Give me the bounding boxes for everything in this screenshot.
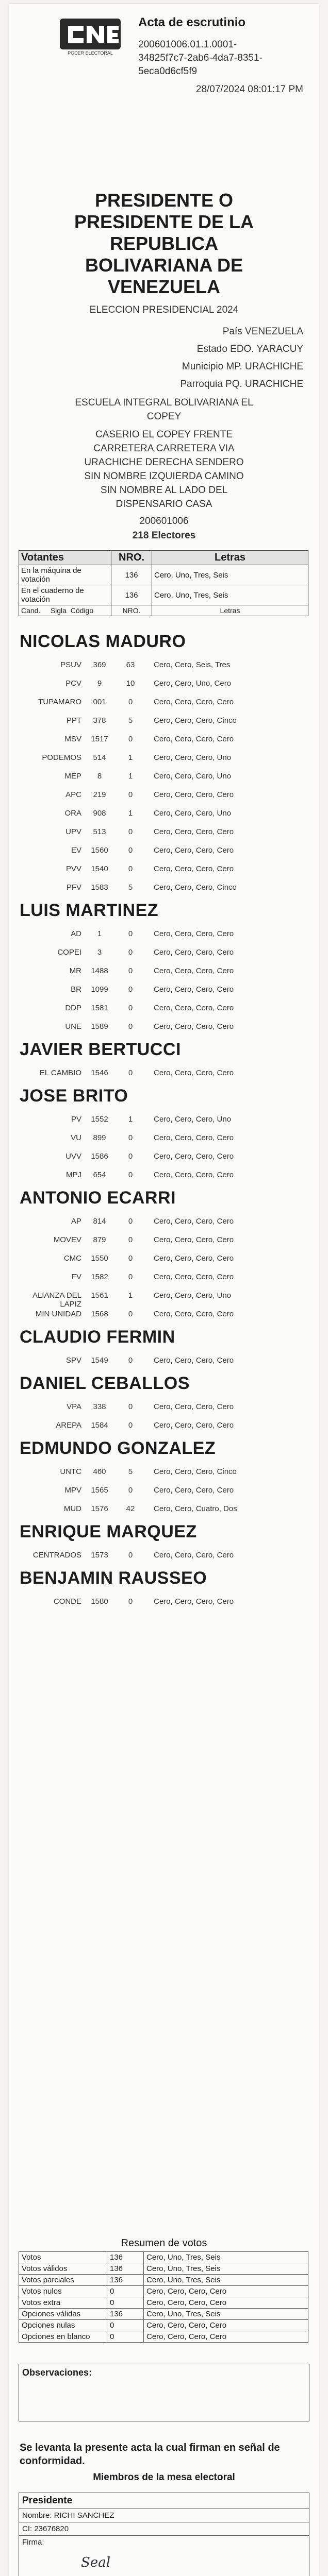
party-votes-letters: Cero, Cero, Cero, Uno — [154, 1115, 232, 1124]
sign-note: Se levanta la presente acta la cual firman en señal de conformidad. — [20, 2442, 280, 2467]
party-row — [20, 1231, 308, 1250]
member-role: Presidente — [19, 2493, 309, 2509]
party-votes-letters: Cero, Cero, Cero, Cero — [154, 846, 234, 855]
party-sigla: PODEMOS — [42, 753, 81, 762]
party-votes: 5 — [128, 716, 133, 725]
party-code: 879 — [93, 1235, 106, 1244]
party-sigla: CONDE — [53, 1597, 81, 1606]
party-code: 1586 — [91, 1152, 108, 1161]
party-votes-letters: Cero, Cero, Cero, Cero — [154, 929, 234, 938]
summary-label: Votos extra — [19, 2297, 107, 2309]
party-votes-letters: Cero, Cero, Cero, Cero — [154, 1254, 234, 1263]
party-votes-letters: Cero, Cero, Cero, Cero — [154, 1421, 234, 1430]
candidate-name: EDMUNDO GONZALEZ — [20, 1438, 216, 1458]
party-votes: 0 — [128, 1551, 133, 1560]
party-votes: 63 — [126, 660, 135, 669]
voters-table — [19, 550, 308, 616]
candidate-name: CLAUDIO FERMIN — [20, 1327, 175, 1347]
party-sigla: AD — [71, 929, 81, 938]
party-votes: 0 — [128, 1273, 133, 1281]
summary-nro: 136 — [107, 2252, 144, 2263]
election-name: ELECCION PRESIDENCIAL 2024 — [89, 304, 239, 315]
party-sigla: PPT — [66, 716, 81, 725]
party-votes-letters: Cero, Cero, Cero, Cero — [154, 1551, 234, 1560]
party-votes: 0 — [128, 865, 133, 873]
party-row — [20, 805, 308, 823]
party-votes: 0 — [128, 1069, 133, 1077]
party-votes: 0 — [128, 1486, 133, 1495]
summary-row — [19, 2252, 308, 2263]
center-name: ESCUELA INTEGRAL BOLIVARIANA EL COPEY — [75, 397, 253, 422]
party-votes: 0 — [128, 929, 133, 938]
table-row: En la máquina de votación 136 Cero, Uno, Tres, Seis — [19, 565, 308, 585]
party-sigla: MIN UNIDAD — [35, 1310, 81, 1318]
party-votes: 1 — [128, 753, 133, 762]
summary-letras: Cero, Cero, Cero, Cero — [144, 2297, 308, 2309]
party-votes-letters: Cero, Cero, Cero, Cero — [154, 1486, 234, 1495]
party-code: 8 — [97, 772, 102, 781]
party-row — [20, 731, 308, 749]
party-row — [20, 656, 308, 675]
state: Estado EDO. YARACUY — [196, 344, 303, 354]
party-votes-letters: Cero, Cero, Cero, Cero — [154, 1004, 234, 1012]
summary-nro: 0 — [107, 2286, 144, 2297]
party-votes: 0 — [128, 1235, 133, 1244]
party-row — [20, 1213, 308, 1231]
party-sigla: MOVEV — [53, 1235, 81, 1244]
party-sigla: MSV — [64, 735, 81, 743]
acta-receipt — [9, 4, 319, 2576]
party-row — [20, 879, 308, 897]
summary-letras: Cero, Uno, Tres, Seis — [144, 2252, 308, 2263]
party-row — [20, 962, 308, 981]
party-votes: 0 — [128, 948, 133, 957]
svg-text:PODER ELECTORAL: PODER ELECTORAL — [68, 50, 113, 56]
party-row — [20, 860, 308, 879]
parish: Parroquia PQ. URACHICHE — [180, 379, 303, 389]
summary-row — [19, 2297, 308, 2309]
party-votes-letters: Cero, Cero, Cero, Cero — [154, 1022, 234, 1031]
party-votes-letters: Cero, Cero, Cero, Cero — [154, 1069, 234, 1077]
party-code: 001 — [93, 698, 106, 706]
party-code: 1580 — [91, 1597, 108, 1606]
party-code: 1576 — [91, 1504, 108, 1513]
party-sigla: UVV — [65, 1152, 81, 1161]
party-code: 1582 — [91, 1273, 108, 1281]
party-sigla: AREPA — [56, 1421, 81, 1430]
party-votes: 0 — [128, 846, 133, 855]
party-row — [20, 1463, 308, 1482]
candidate-name: DANIEL CEBALLOS — [20, 1374, 190, 1393]
party-row — [20, 925, 308, 944]
party-code: 3 — [97, 948, 102, 957]
candidate-name: ENRIQUE MARQUEZ — [20, 1522, 197, 1541]
party-votes-letters: Cero, Cero, Cero, Uno — [154, 809, 232, 818]
party-code: 1550 — [91, 1254, 108, 1263]
party-sigla: COPEI — [57, 948, 81, 957]
party-sigla: CENTRADOS — [32, 1551, 81, 1560]
party-row — [20, 1250, 308, 1268]
party-votes: 5 — [128, 1467, 133, 1476]
summary-letras: Cero, Cero, Cero, Cero — [144, 2331, 308, 2343]
party-row — [20, 981, 308, 999]
candidate-name: JAVIER BERTUCCI — [20, 1040, 181, 1059]
party-votes-letters: Cero, Cero, Cero, Cero — [154, 1273, 234, 1281]
party-votes-letters: Cero, Cero, Uno, Cero — [154, 679, 232, 688]
summary-letras: Cero, Uno, Tres, Seis — [144, 2275, 308, 2286]
party-votes-letters: Cero, Cero, Cero, Cero — [154, 1235, 234, 1244]
table-row: En el cuaderno de votación 136 Cero, Uno, Tres, Seis — [19, 585, 308, 605]
party-row — [20, 999, 308, 1018]
party-votes: 0 — [128, 790, 133, 799]
candidate-name: LUIS MARTINEZ — [20, 901, 159, 920]
party-code: 1 — [97, 929, 102, 938]
summary-label: Votos nulos — [19, 2286, 107, 2297]
party-row — [20, 1482, 308, 1500]
candidate-name: BENJAMIN RAUSSEO — [20, 1568, 207, 1588]
party-row — [20, 1306, 308, 1324]
party-votes: 1 — [128, 772, 133, 781]
party-sigla: ALIANZA DEL LAPIZ — [32, 1291, 81, 1309]
party-votes-letters: Cero, Cero, Seis, Tres — [154, 660, 231, 669]
party-row — [20, 842, 308, 860]
party-votes: 42 — [126, 1504, 135, 1513]
party-sigla: VU — [71, 1133, 81, 1142]
party-code: 514 — [93, 753, 106, 762]
party-code: 1552 — [91, 1115, 108, 1124]
party-votes-letters: Cero, Cero, Cero, Cero — [154, 1597, 234, 1606]
summary-row — [19, 2275, 308, 2286]
municipality: Municipio MP. URACHICHE — [182, 361, 303, 372]
party-sigla: MEP — [64, 772, 81, 781]
party-votes: 10 — [126, 679, 135, 688]
party-row — [20, 1064, 308, 1083]
party-sigla: PVV — [65, 865, 81, 873]
party-row — [20, 1268, 308, 1287]
party-sigla: PV — [71, 1115, 81, 1124]
party-votes: 0 — [128, 1004, 133, 1012]
party-code: 1583 — [91, 883, 108, 892]
candidate-name: JOSE BRITO — [20, 1086, 128, 1106]
col-letras: Letras — [152, 551, 308, 565]
party-votes: 1 — [128, 1115, 133, 1124]
party-code: 460 — [93, 1467, 106, 1476]
party-row — [20, 1018, 308, 1037]
party-sigla: UPV — [65, 827, 81, 836]
party-code: 1573 — [91, 1551, 108, 1560]
member-name: Nombre: RICHI SANCHEZ — [19, 2509, 309, 2522]
party-sigla: APC — [65, 790, 81, 799]
party-row — [20, 1148, 308, 1166]
party-code: 1561 — [91, 1291, 108, 1300]
acta-timestamp: 28/07/2024 08:01:17 PM — [195, 84, 303, 95]
party-votes: 0 — [128, 1022, 133, 1031]
party-row — [20, 749, 308, 768]
party-votes: 1 — [128, 1291, 133, 1300]
party-votes-letters: Cero, Cero, Cero, Cero — [154, 1217, 234, 1226]
col-votantes: Votantes — [19, 551, 111, 565]
party-votes-letters: Cero, Cero, Cero, Cero — [154, 698, 234, 706]
party-votes-letters: Cero, Cero, Cero, Uno — [154, 772, 232, 781]
party-row — [20, 786, 308, 805]
party-votes: 0 — [128, 967, 133, 975]
summary-nro: 0 — [107, 2320, 144, 2331]
party-votes-letters: Cero, Cero, Cero, Uno — [154, 1291, 232, 1300]
party-row — [20, 1129, 308, 1148]
party-votes: 0 — [128, 1254, 133, 1263]
party-votes: 0 — [128, 1217, 133, 1226]
party-code: 1488 — [91, 967, 108, 975]
party-sigla: CMC — [63, 1254, 81, 1263]
party-row — [20, 1352, 308, 1370]
acta-hash-line: 200601006.01.1.0001- — [138, 39, 237, 50]
party-votes: 0 — [128, 827, 133, 836]
member-card — [19, 2493, 309, 2576]
party-votes: 0 — [128, 985, 133, 994]
summary-row — [19, 2331, 308, 2343]
party-code: 1568 — [91, 1310, 108, 1318]
party-code: 1589 — [91, 1022, 108, 1031]
election-title: PRESIDENTE O PRESIDENTE DE LA REPUBLICA BOLIVARIANA DE VENEZUELA — [74, 190, 254, 297]
party-votes: 0 — [128, 1421, 133, 1430]
party-votes: 0 — [128, 698, 133, 706]
party-sigla: MPV — [64, 1486, 81, 1495]
party-votes: 0 — [128, 735, 133, 743]
party-votes-letters: Cero, Cero, Cero, Cero — [154, 1310, 234, 1318]
cne-logo — [57, 15, 124, 57]
party-sigla: PCV — [65, 679, 81, 688]
party-votes: 0 — [128, 1152, 133, 1161]
party-code: 1546 — [91, 1069, 108, 1077]
summary-row — [19, 2320, 308, 2331]
summary-nro: 136 — [107, 2309, 144, 2320]
party-sigla: PFV — [66, 883, 81, 892]
party-sigla: SPV — [65, 1356, 81, 1365]
party-code: 1540 — [91, 865, 108, 873]
party-votes-letters: Cero, Cero, Cero, Cinco — [154, 883, 237, 892]
party-votes-letters: Cero, Cero, Cero, Cero — [154, 735, 234, 743]
party-votes-letters: Cero, Cero, Cero, Cero — [154, 1152, 234, 1161]
party-code: 1099 — [91, 985, 108, 994]
party-votes-letters: Cero, Cero, Cero, Cinco — [154, 716, 237, 725]
party-row — [20, 1417, 308, 1435]
party-sigla: BR — [71, 985, 81, 994]
party-votes-letters: Cero, Cero, Cero, Cero — [154, 948, 234, 957]
party-row — [20, 944, 308, 962]
summary-nro: 136 — [107, 2275, 144, 2286]
party-sigla: MR — [69, 967, 81, 975]
party-sigla: EL CAMBIO — [39, 1069, 81, 1077]
member-firma-label: Firma: — [22, 2538, 44, 2547]
party-votes: 0 — [128, 1597, 133, 1606]
center-address: CASERIO EL COPEY FRENTE CARRETERA CARRETERA VIA URACHICHE DERECHA SENDERO SIN NOMBRE IZQUIERDA CAMINO SIN NOMBRE AL LADO DEL DISPENSARIO CASA — [84, 429, 244, 510]
party-votes-letters: Cero, Cero, Cero, Cero — [154, 865, 234, 873]
party-code: 219 — [93, 790, 106, 799]
party-row — [20, 1166, 308, 1185]
summary-label: Votos — [19, 2252, 107, 2263]
acta-hash-line: 34825f7c7-2ab6-4da7-8351- — [138, 53, 263, 63]
party-votes: 0 — [128, 1402, 133, 1411]
summary-label: Votos parciales — [19, 2275, 107, 2286]
summary-letras: Cero, Cero, Cero, Cero — [144, 2286, 308, 2297]
party-sigla: EV — [71, 846, 81, 855]
party-votes-letters: Cero, Cero, Cero, Cero — [154, 985, 234, 994]
party-sigla: UNE — [65, 1022, 81, 1031]
summary-label: Opciones válidas — [19, 2309, 107, 2320]
member-ci: CI: 23676820 — [19, 2522, 309, 2536]
party-votes-letters: Cero, Cero, Cero, Uno — [154, 753, 232, 762]
summary-row — [19, 2286, 308, 2297]
party-row — [20, 693, 308, 712]
party-code: 9 — [97, 679, 102, 688]
candidate-name: ANTONIO ECARRI — [20, 1188, 176, 1208]
observations-box — [19, 2364, 309, 2421]
summary-row — [19, 2309, 308, 2320]
summary-letras: Cero, Uno, Tres, Seis — [144, 2263, 308, 2275]
candidate-name: NICOLAS MADURO — [20, 632, 186, 651]
summary-nro: 136 — [107, 2263, 144, 2275]
party-sigla: FV — [71, 1273, 81, 1281]
party-sigla: PSUV — [60, 660, 81, 669]
summary-row — [19, 2263, 308, 2275]
summary-nro: 0 — [107, 2331, 144, 2343]
party-votes: 0 — [128, 1171, 133, 1179]
party-votes-letters: Cero, Cero, Cero, Cero — [154, 1402, 234, 1411]
party-votes-letters: Cero, Cero, Cero, Cero — [154, 967, 234, 975]
party-votes-letters: Cero, Cero, Cero, Cero — [154, 1133, 234, 1142]
party-row — [20, 1593, 308, 1612]
party-sigla: MPJ — [66, 1171, 81, 1179]
party-code: 654 — [93, 1171, 106, 1179]
party-code: 513 — [93, 827, 106, 836]
center-code: 200601006 — [139, 516, 189, 527]
party-votes-letters: Cero, Cero, Cuatro, Dos — [154, 1504, 237, 1513]
party-row — [20, 1398, 308, 1417]
party-votes-letters: Cero, Cero, Cero, Cinco — [154, 1467, 237, 1476]
party-code: 1565 — [91, 1486, 108, 1495]
party-votes: 0 — [128, 1356, 133, 1365]
party-code: 814 — [93, 1217, 106, 1226]
party-sigla: DDP — [65, 1004, 81, 1012]
party-row — [20, 1287, 308, 1309]
party-code: 1517 — [91, 735, 108, 743]
summary-nro: 0 — [107, 2297, 144, 2309]
party-row — [20, 1547, 308, 1565]
party-votes: 1 — [128, 809, 133, 818]
electors-count: 218 Electores — [132, 530, 196, 541]
party-code: 1581 — [91, 1004, 108, 1012]
party-sigla: MUD — [63, 1504, 81, 1513]
party-code: 338 — [93, 1402, 106, 1411]
party-row — [20, 1111, 308, 1129]
summary-label: Opciones nulas — [19, 2320, 107, 2331]
party-sigla: UNTC — [60, 1467, 81, 1476]
handwritten-signature: Seal — [81, 2555, 111, 2570]
party-code: 1584 — [91, 1421, 108, 1430]
party-row — [20, 1500, 308, 1519]
summary-letras: Cero, Uno, Tres, Seis — [144, 2309, 308, 2320]
acta-title: Acta de escrutinio — [138, 15, 246, 29]
party-sigla: TUPAMARO — [38, 698, 81, 706]
party-votes-letters: Cero, Cero, Cero, Cero — [154, 1171, 234, 1179]
party-row — [20, 768, 308, 786]
acta-hash-line: 5eca0d6cf5f9 — [138, 66, 198, 77]
party-sigla: ORA — [64, 809, 81, 818]
observations-label: Observaciones: — [22, 2367, 92, 2378]
party-code: 1560 — [91, 846, 108, 855]
summary-title: Resumen de votos — [121, 2238, 207, 2249]
party-code: 1549 — [91, 1356, 108, 1365]
party-row — [20, 712, 308, 731]
party-votes: 0 — [128, 1310, 133, 1318]
party-row — [20, 823, 308, 842]
party-sigla: VPA — [67, 1402, 81, 1411]
party-code: 908 — [93, 809, 106, 818]
country: País VENEZUELA — [222, 326, 303, 337]
party-votes-letters: Cero, Cero, Cero, Cero — [154, 790, 234, 799]
summary-table — [19, 2251, 308, 2343]
party-sigla: AP — [71, 1217, 81, 1226]
party-code: 369 — [93, 660, 106, 669]
party-votes-letters: Cero, Cero, Cero, Cero — [154, 827, 234, 836]
summary-letras: Cero, Cero, Cero, Cero — [144, 2320, 308, 2331]
party-votes: 5 — [128, 883, 133, 892]
mesa-title: Miembros de la mesa electoral — [93, 2472, 235, 2483]
summary-label: Votos válidos — [19, 2263, 107, 2275]
party-votes-letters: Cero, Cero, Cero, Cero — [154, 1356, 234, 1365]
party-code: 899 — [93, 1133, 106, 1142]
party-votes: 0 — [128, 1133, 133, 1142]
col-nro: NRO. — [111, 551, 152, 565]
cand-header-row: Cand. Sigla Código NRO. Letras — [19, 605, 308, 616]
summary-label: Opciones en blanco — [19, 2331, 107, 2343]
party-code: 378 — [93, 716, 106, 725]
party-row — [20, 675, 308, 693]
